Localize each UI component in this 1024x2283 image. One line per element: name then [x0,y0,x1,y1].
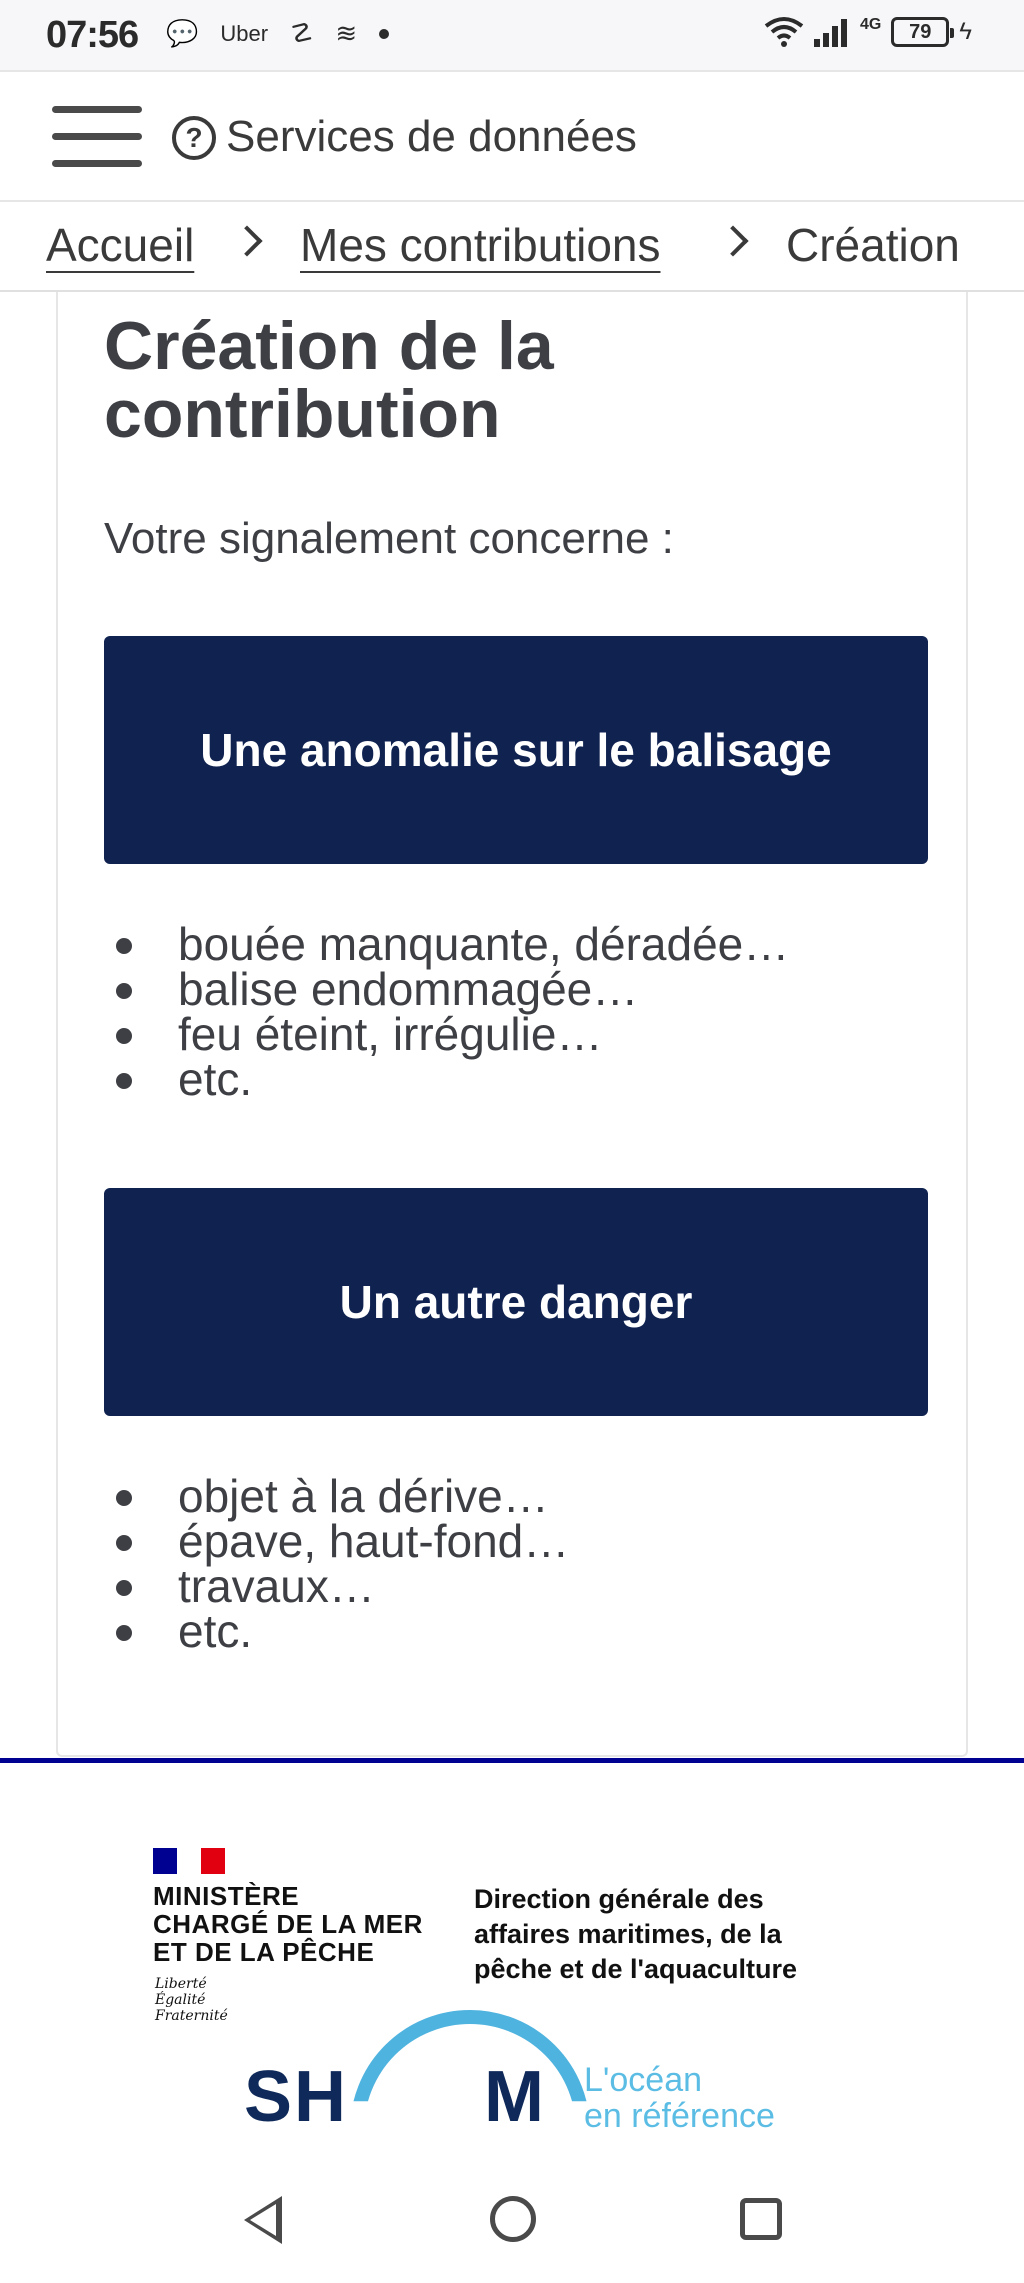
breadcrumb-contributions-link[interactable]: Mes contributions [300,219,661,271]
signal-app-icon: ≋ [335,18,358,48]
buoyage-examples-list [58,918,790,1105]
battery-level: 79 [909,20,932,43]
uber-notification-label: Uber [220,20,269,46]
chevron-right-icon [231,225,262,256]
back-icon[interactable] [244,2196,282,2244]
help-icon[interactable]: ? [172,116,216,160]
wifi-icon [764,16,804,48]
status-time: 07:56 [46,14,139,56]
system-icons [764,16,972,48]
list-item: travaux… [58,1564,569,1609]
list-item: bouée manquante, déradée… [58,922,789,967]
breadcrumb-home-link[interactable]: Accueil [46,219,195,271]
list-item: feu éteint, irrégulie… [58,1012,789,1057]
chat-bubble-icon: 💬 [166,18,199,48]
list-item: balise endommagée… [58,967,789,1012]
network-type-label: 4G [859,16,882,33]
page-subtitle: Votre signalement concerne : [104,514,674,563]
shom-tagline: L'océan en référence [584,2061,775,2135]
breadcrumb [0,202,1024,292]
charging-icon: ϟ [959,18,972,45]
shom-logo-right-text: M [484,2057,546,2137]
home-icon[interactable] [490,2196,536,2242]
list-item: etc. [58,1057,789,1102]
menu-icon[interactable] [52,106,142,168]
direction-name: Direction générale des affaires maritimes, de la pêche et de l'aquaculture [474,1884,798,1984]
recent-apps-icon[interactable] [740,2198,782,2240]
french-flag-logo [153,1848,225,1874]
battery-icon [891,17,949,47]
more-notifications-dot [379,29,389,39]
list-item: épave, haut-fond… [58,1519,569,1564]
header-title[interactable]: Services de données [226,112,637,161]
shom-logo-left-text: SH [244,2057,349,2137]
republic-motto: Liberté Égalité Fraternité [155,1976,228,2024]
status-bar [0,0,1024,70]
danger-examples-list [58,1470,570,1657]
list-item: objet à la dérive… [58,1474,569,1519]
system-navigation-bar [0,2160,1024,2283]
page-title: Création de la contribution [104,308,554,452]
breadcrumb-current: Création [786,219,960,271]
list-item: etc. [58,1609,569,1654]
contribution-card [56,292,968,1757]
cell-signal-icon [814,17,850,47]
footer-divider [0,1758,1024,1763]
shom-logo[interactable] [240,2000,800,2150]
chevron-right-icon [717,225,748,256]
app-header [0,70,1024,202]
ministry-name: MINISTÈRE CHARGÉ DE LA MER ET DE LA PÊCHE [153,1881,423,1967]
buoyage-anomaly-button[interactable]: Une anomalie sur le balisage [104,636,928,864]
notification-icons [166,18,389,49]
other-danger-button[interactable]: Un autre danger [104,1188,928,1416]
app-notification-icon: ☡ [290,18,314,48]
